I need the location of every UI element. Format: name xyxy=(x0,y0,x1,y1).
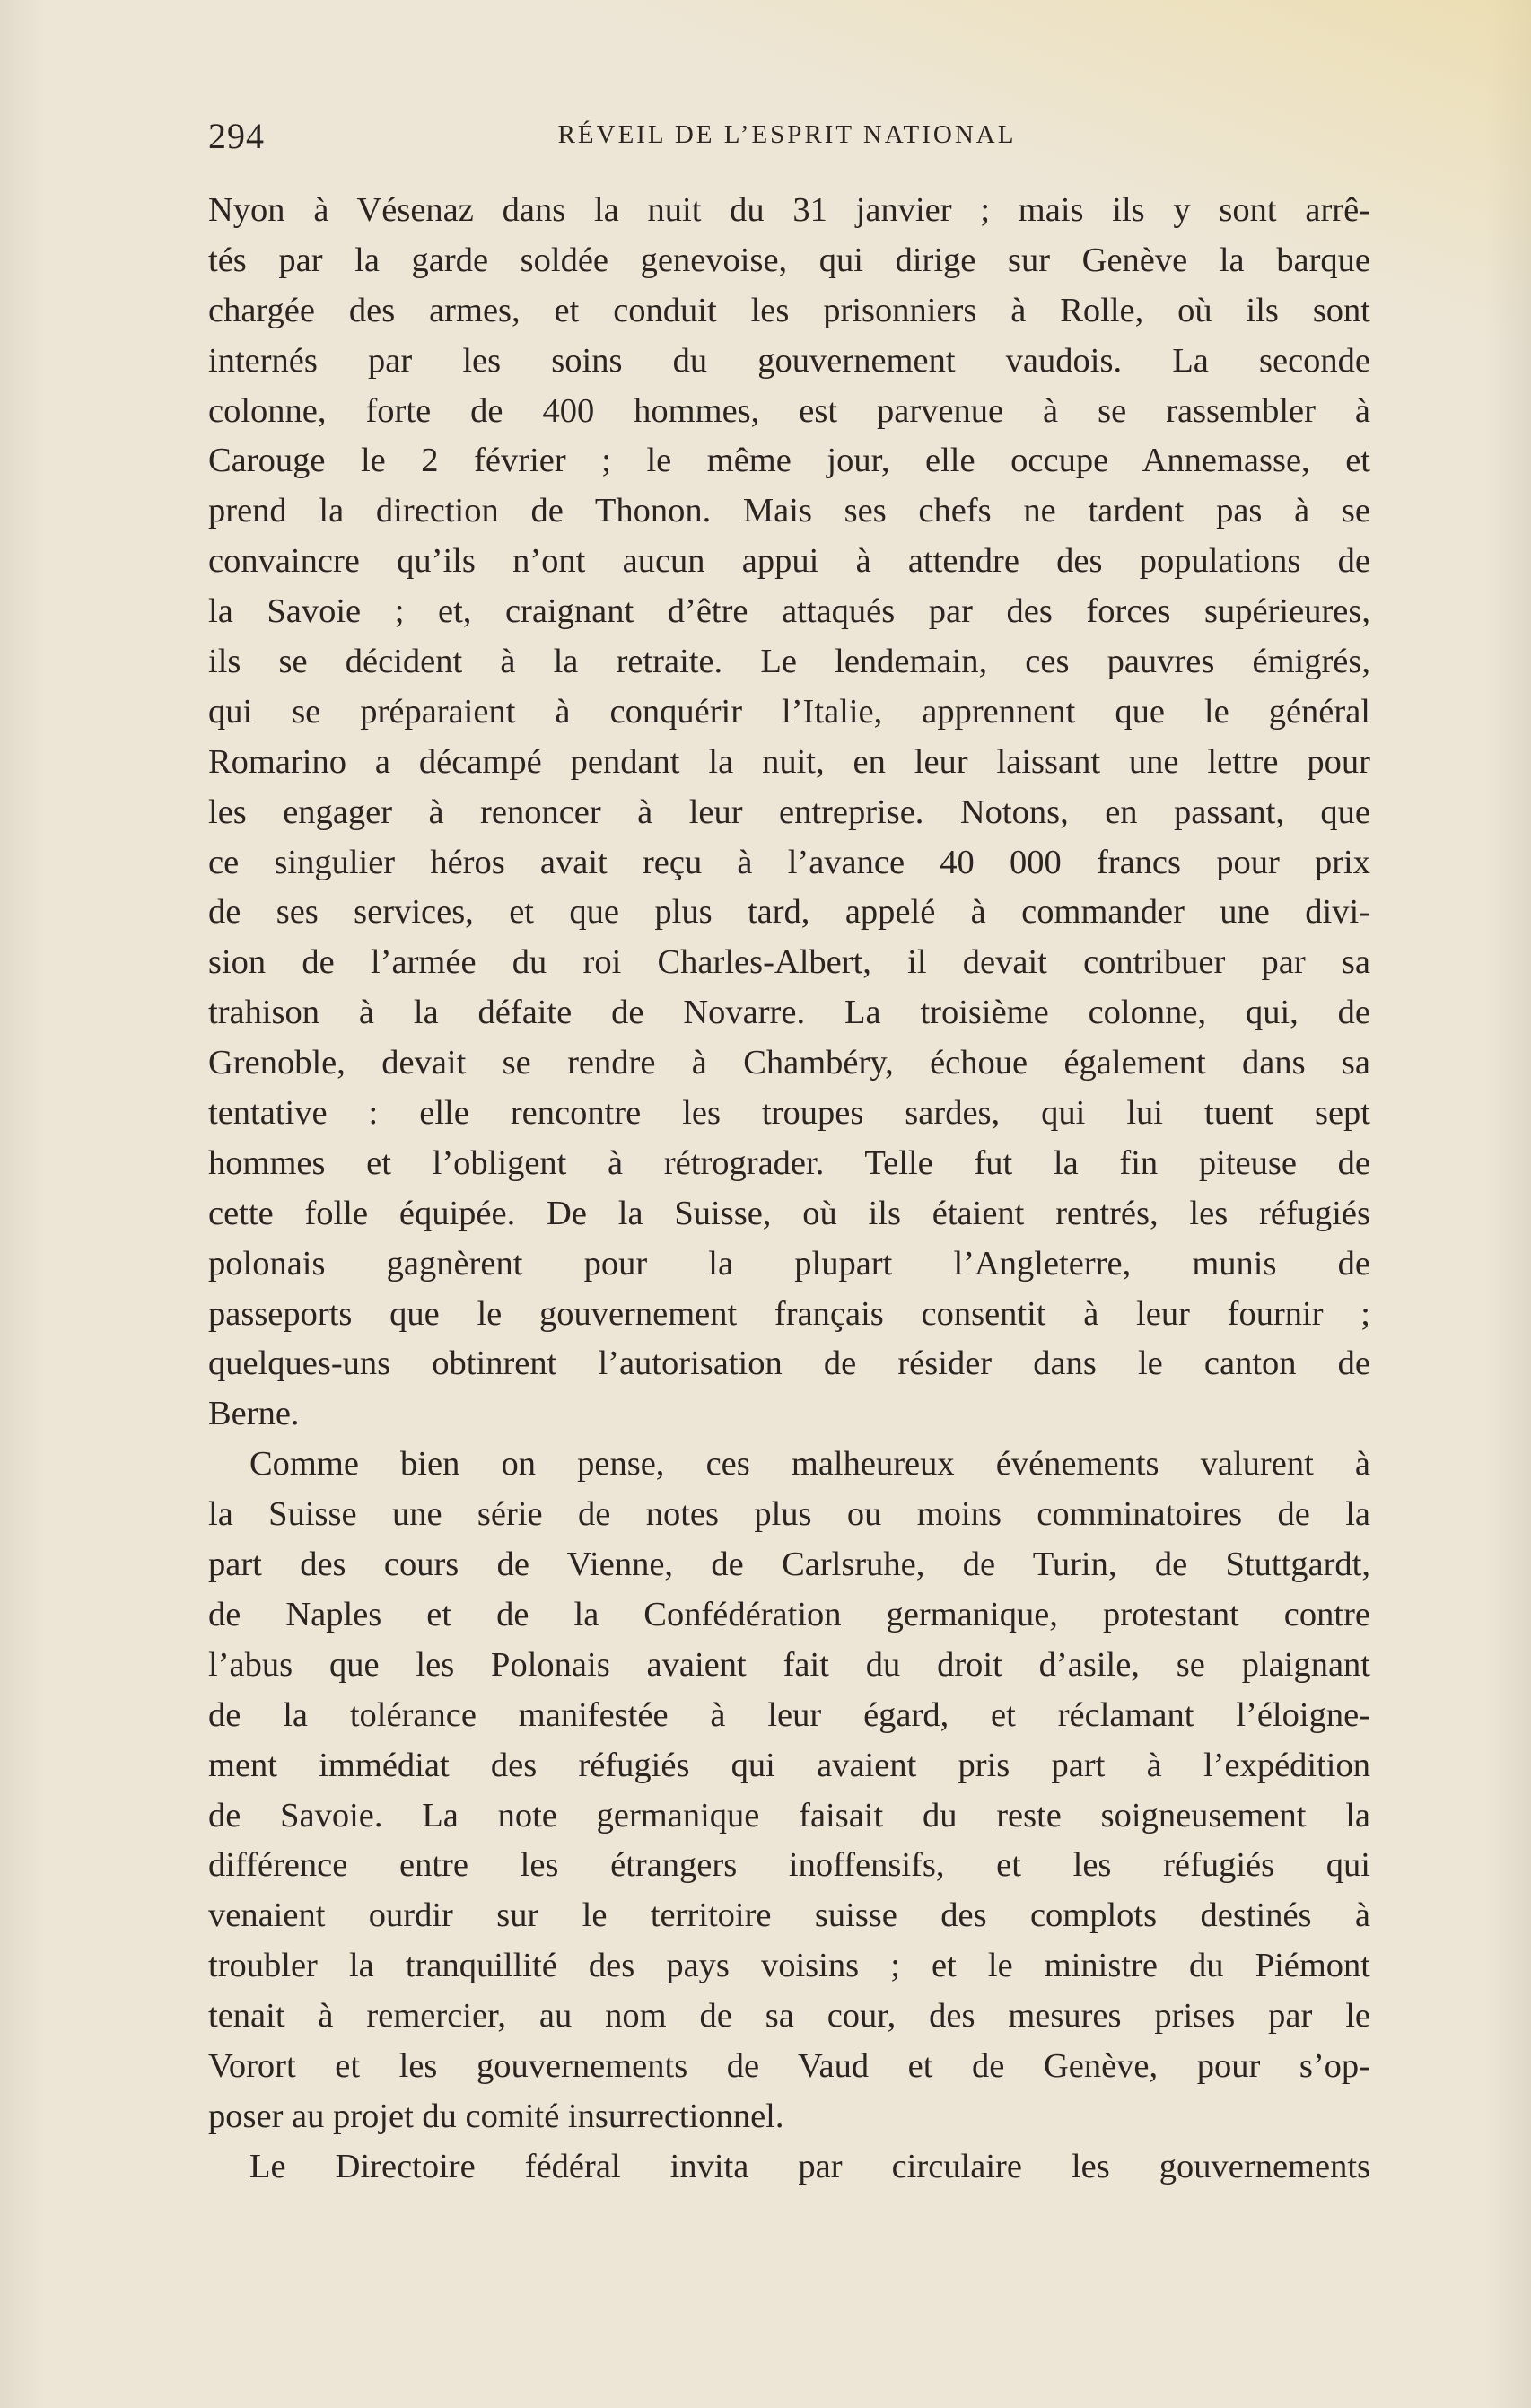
text-line: convaincre qu’ils n’ont aucun appui à attendre des populations de xyxy=(208,542,1370,581)
text-line: Le Directoire fédéral invita par circulaire les gouvernements xyxy=(249,2147,1370,2185)
text-line: poser au projet du comité insurrectionnel. xyxy=(208,2097,784,2135)
page-number: 294 xyxy=(208,116,265,156)
text-line: l’abus que les Polonais avaient fait du droit d’asile, se plaignant xyxy=(208,1645,1370,1684)
text-line: les engager à renoncer à leur entreprise. Notons, en passant, que xyxy=(208,792,1370,831)
text-line: ils se décident à la retraite. Le lendemain, ces pauvres émigrés, xyxy=(208,643,1370,681)
text-line: Romarino a décampé pendant la nuit, en leur laissant une lettre pour xyxy=(208,742,1370,781)
text-line: colonne, forte de 400 hommes, est parvenue à se rassembler à xyxy=(208,391,1370,430)
body-text xyxy=(208,186,1370,2193)
text-line: tés par la garde soldée genevoise, qui dirige sur Genève la barque xyxy=(208,241,1370,279)
text-line: Berne. xyxy=(208,1395,300,1433)
text-line: Vorort et les gouvernements de Vaud et de Genève, pour s’op- xyxy=(208,2046,1370,2085)
text-line: tenait à remercier, au nom de sa cour, des mesures prises par le xyxy=(208,1997,1370,2036)
running-head: RÉVEIL DE L’ESPRIT NATIONAL xyxy=(557,120,1017,149)
text-line: Carouge le 2 février ; le même jour, elle occupe Annemasse, et xyxy=(208,442,1370,480)
text-line: chargée des armes, et conduit les prisonniers à Rolle, où ils sont xyxy=(208,291,1370,329)
text-line: quelques-uns obtinrent l’autorisation de résider dans le canton de xyxy=(208,1344,1370,1383)
text-line: différence entre les étrangers inoffensifs, et les réfugiés qui xyxy=(208,1846,1370,1885)
text-line: passeports que le gouvernement français consentit à leur fournir ; xyxy=(208,1294,1370,1333)
text-line: Nyon à Vésenaz dans la nuit du 31 janvier ; mais ils y sont arrê- xyxy=(208,191,1370,229)
page-header xyxy=(208,115,1366,160)
text-line: la Savoie ; et, craignant d’être attaqués par des forces supérieures, xyxy=(208,592,1370,631)
text-line: ment immédiat des réfugiés qui avaient pris part à l’expédition xyxy=(208,1746,1370,1784)
text-line: hommes et l’obligent à rétrograder. Telle fut la fin piteuse de xyxy=(208,1143,1370,1182)
text-line: prend la direction de Thonon. Mais ses chefs ne tardent pas à se xyxy=(208,492,1370,530)
text-line: sion de l’armée du roi Charles-Albert, il devait contribuer par sa xyxy=(208,943,1370,982)
text-line: la Suisse une série de notes plus ou moins comminatoires de la xyxy=(208,1495,1370,1534)
text-line: trahison à la défaite de Novarre. La troisième colonne, qui, de xyxy=(208,994,1370,1032)
text-line: polonais gagnèrent pour la plupart l’Angleterre, munis de xyxy=(208,1244,1370,1283)
text-line: de Savoie. La note germanique faisait du reste soigneusement la xyxy=(208,1796,1370,1834)
text-line: cette folle équipée. De la Suisse, où ils étaient rentrés, les réfugiés xyxy=(208,1194,1370,1232)
text-line: part des cours de Vienne, de Carlsruhe, de Turin, de Stuttgardt, xyxy=(208,1545,1370,1584)
text-line: Comme bien on pense, ces malheureux événements valurent à xyxy=(249,1445,1370,1484)
text-line: qui se préparaient à conquérir l’Italie, apprennent que le général xyxy=(208,692,1370,731)
text-line: ce singulier héros avait reçu à l’avance 40 000 francs pour prix xyxy=(208,843,1370,881)
text-line: de ses services, et que plus tard, appelé à commander une divi- xyxy=(208,893,1370,932)
text-line: internés par les soins du gouvernement vaudois. La seconde xyxy=(208,341,1370,380)
text-line: tentative : elle rencontre les troupes sardes, qui lui tuent sept xyxy=(208,1094,1370,1133)
text-line: de Naples et de la Confédération germanique, protestant contre xyxy=(208,1595,1370,1633)
text-line: de la tolérance manifestée à leur égard, et réclamant l’éloigne- xyxy=(208,1695,1370,1734)
text-line: troubler la tranquillité des pays voisins ; et le ministre du Piémont xyxy=(208,1947,1370,1985)
text-line: venaient ourdir sur le territoire suisse des complots destinés à xyxy=(208,1896,1370,1935)
text-line: Grenoble, devait se rendre à Chambéry, échoue également dans sa xyxy=(208,1044,1370,1082)
